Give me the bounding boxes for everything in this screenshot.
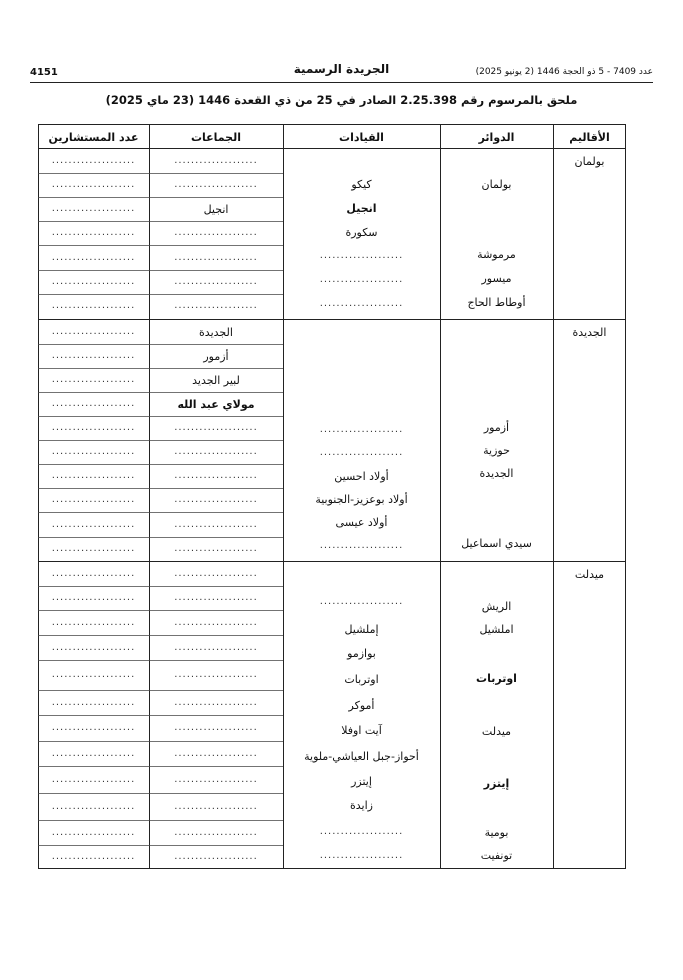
province-name: الجديدة [572,326,607,339]
commune-placeholder: .................... [174,669,258,680]
councillors-placeholder: .................... [51,326,136,337]
caidat-placeholder: .................... [319,274,404,285]
caidat-name: سكورة [345,226,378,239]
councillors-placeholder: .................... [51,722,136,733]
councillors-placeholder: .................... [51,227,136,238]
councillors-placeholder: .................... [51,592,136,603]
commune-name: لبير الجديد [192,374,240,387]
column-header-councillors: عدد المستشارين [48,131,139,144]
councillors-placeholder: .................... [51,543,136,554]
commune-name: الجديدة [199,326,233,339]
column-header-communes: الجماعات [190,131,242,144]
caidat-name: أولاد احسين [334,470,389,483]
councillors-placeholder: .................... [51,374,136,385]
commune-placeholder: .................... [174,827,258,838]
circle-name: الجديدة [479,467,514,480]
commune-placeholder: .................... [174,227,258,238]
commune-name: أزمور [203,350,229,363]
caidat-placeholder: .................... [319,298,404,309]
province-name: بولمان [574,155,605,168]
councillors-placeholder: .................... [51,203,136,214]
commune-placeholder: .................... [174,470,258,481]
circle-name: ميسور [481,272,512,285]
councillors-placeholder: .................... [51,827,136,838]
circle-name: بولمان [481,178,512,191]
commune-placeholder: .................... [174,519,258,530]
councillors-placeholder: .................... [51,617,136,628]
caidat-placeholder: .................... [319,424,404,435]
caidat-placeholder: .................... [319,250,404,261]
caidat-name: أحواز-جبل العياشي-ملوية [304,750,419,763]
gazette-title: الجريدة الرسمية [293,62,390,76]
commune-placeholder: .................... [174,446,258,457]
councillors-placeholder: .................... [51,519,136,530]
councillors-placeholder: .................... [51,422,136,433]
caidat-name: أموكر [348,699,375,712]
commune-placeholder: .................... [174,179,258,190]
councillors-placeholder: .................... [51,350,136,361]
annex-caption: ملحق بالمرسوم رقم 2.25.398 الصادر في 25 من ذي القعدة 1446 (23 ماي 2025) [105,93,578,107]
circle-name: الريش [481,600,512,613]
caidat-name: إملشيل [344,623,379,636]
commune-placeholder: .................... [174,801,258,812]
caidat-name: زايدة [350,799,373,812]
caidat-placeholder: .................... [319,826,404,837]
commune-placeholder: .................... [174,642,258,653]
caidat-placeholder: .................... [319,447,404,458]
councillors-placeholder: .................... [51,155,136,166]
commune-placeholder: .................... [174,300,258,311]
circle-name: مرموشة [477,248,516,261]
councillors-placeholder: .................... [51,276,136,287]
commune-placeholder: .................... [174,774,258,785]
councillors-placeholder: .................... [51,669,136,680]
councillors-placeholder: .................... [51,568,136,579]
column-header-provinces: الأقاليم [569,131,610,144]
councillors-placeholder: .................... [51,494,136,505]
caidat-name: أولاد بوعزيز-الجنوبية [315,493,408,506]
commune-name: مولاي عبد الله [177,398,255,411]
column-header-caidats: القيادات [339,131,384,144]
commune-placeholder: .................... [174,697,258,708]
commune-placeholder: .................... [174,543,258,554]
caidat-name: إيتزر [351,775,372,788]
circle-name: أوطاط الحاج [467,296,526,309]
commune-placeholder: .................... [174,851,258,862]
councillors-placeholder: .................... [51,851,136,862]
commune-placeholder: .................... [174,592,258,603]
councillors-placeholder: .................... [51,470,136,481]
caidat-placeholder: .................... [319,540,404,551]
councillors-placeholder: .................... [51,642,136,653]
caidat-name: بوازمو [347,647,376,660]
commune-placeholder: .................... [174,422,258,433]
councillors-placeholder: .................... [51,748,136,759]
commune-placeholder: .................... [174,252,258,263]
circle-name: اوتربات [476,672,517,685]
councillors-placeholder: .................... [51,774,136,785]
column-header-circles: الدوائر [478,131,515,144]
commune-placeholder: .................... [174,276,258,287]
commune-name: انجيل [203,203,229,216]
councillors-placeholder: .................... [51,300,136,311]
councillors-placeholder: .................... [51,697,136,708]
councillors-placeholder: .................... [51,252,136,263]
caidat-name: أولاد عيسى [335,516,388,529]
commune-placeholder: .................... [174,494,258,505]
commune-placeholder: .................... [174,155,258,166]
commune-placeholder: .................... [174,617,258,628]
circle-name: سيدي اسماعيل [461,537,532,550]
circle-name: إيتزر [483,777,510,790]
commune-placeholder: .................... [174,748,258,759]
circle-name: بومية [484,826,509,839]
circle-name: حوزية [483,444,510,457]
province-name: ميدلت [574,568,605,581]
circle-name: تونفيت [480,849,513,862]
circle-name: املشيل [479,623,514,636]
caidat-name: كيكو [351,178,372,191]
caidat-name: آيت اوفلا [341,724,382,737]
commune-placeholder: .................... [174,568,258,579]
circle-name: ميدلت [481,725,512,738]
issue-info: عدد 7409 - 5 ذو الحجة 1446 (2 يونيو 2025) [475,67,653,77]
commune-placeholder: .................... [174,722,258,733]
councillors-placeholder: .................... [51,398,136,409]
caidat-name: اوتربات [344,673,379,686]
caidat-placeholder: .................... [319,850,404,861]
circle-name: أزمور [483,421,510,434]
councillors-placeholder: .................... [51,179,136,190]
councillors-placeholder: .................... [51,801,136,812]
caidat-placeholder: .................... [319,596,404,607]
page-number: 4151 [30,67,58,78]
caidat-name: انجيل [346,202,377,215]
councillors-placeholder: .................... [51,446,136,457]
